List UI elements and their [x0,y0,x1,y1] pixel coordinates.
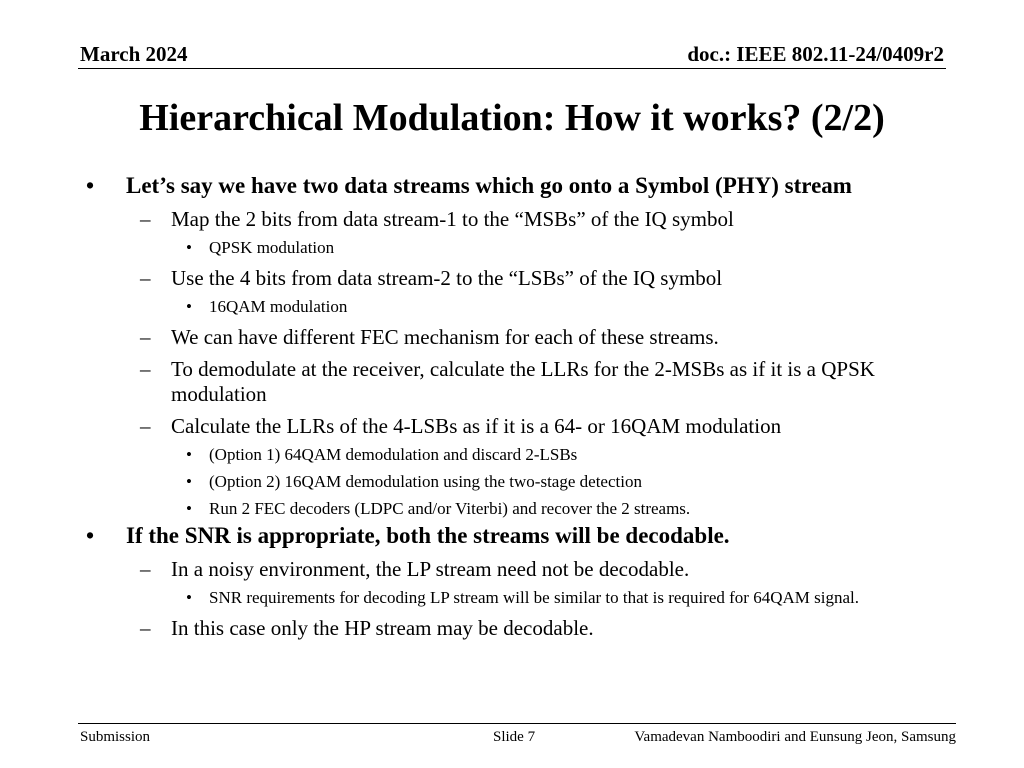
slide-content [0,170,1024,641]
bullet-dot-icon: • [186,445,192,464]
bullet-dot-icon: • [186,588,192,607]
header-date: March 2024 [80,42,188,66]
footer-submission: Submission [80,729,151,745]
bullet-dot-icon: • [186,499,192,518]
footer-divider [78,723,956,724]
sub-bullet [0,325,1024,350]
sub-bullet-text: To demodulate at the receiver, calculate the LLRs for the 2-MSBs as if it is a QPSK modulation [171,357,875,406]
sub-bullet-text: Map the 2 bits from data stream-1 to the “MSBs” of the IQ symbol [171,207,734,231]
bullet-dot-icon: • [186,297,192,316]
sub-bullet-text: In this case only the HP stream may be decodable. [171,616,594,640]
bullet-2 [0,522,1024,550]
sub-bullet [0,414,1024,439]
dash-icon: – [140,557,151,581]
sub-sub-bullet [0,237,1024,259]
sub-sub-bullet [0,471,1024,493]
dash-icon: – [140,357,151,381]
sub-sub-bullet-text: Run 2 FEC decoders (LDPC and/or Viterbi) and recover the 2 streams. [209,499,691,518]
sub-sub-bullet [0,296,1024,318]
slide-title: Hierarchical Modulation: How it works? (2/2) [139,97,885,139]
bullet-1 [0,172,1024,200]
sub-bullet-text: Calculate the LLRs of the 4-LSBs as if it is a 64- or 16QAM modulation [171,414,782,438]
bullet-dot-icon: • [86,523,95,548]
dash-icon: – [140,266,151,290]
header-doc-id: doc.: IEEE 802.11-24/0409r2 [687,42,944,66]
dash-icon: – [140,207,151,231]
sub-sub-bullet-text: 16QAM modulation [209,297,348,316]
footer-slide-number: Slide 7 [493,729,536,745]
sub-sub-bullet [0,498,1024,520]
dash-icon: – [140,414,151,438]
sub-sub-bullet [0,587,1024,609]
sub-bullet [0,207,1024,232]
header-divider [78,68,946,69]
sub-sub-bullet [0,444,1024,466]
sub-bullet [0,616,1024,641]
sub-sub-bullet-text: QPSK modulation [209,238,335,257]
bullet-dot-icon: • [86,173,95,198]
sub-sub-bullet-text: (Option 1) 64QAM demodulation and discard 2-LSBs [209,445,578,464]
sub-bullet-text: In a noisy environment, the LP stream need not be decodable. [171,557,690,581]
bullet-dot-icon: • [186,238,192,257]
sub-bullet [0,266,1024,291]
sub-bullet-text: Use the 4 bits from data stream-2 to the “LSBs” of the IQ symbol [171,266,723,290]
sub-bullet-text: We can have different FEC mechanism for each of these streams. [171,325,719,349]
sub-bullet [0,557,1024,582]
footer-authors: Vamadevan Namboodiri and Eunsung Jeon, Samsung [634,729,956,745]
bullet-dot-icon: • [186,472,192,491]
dash-icon: – [140,325,151,349]
sub-sub-bullet-text: SNR requirements for decoding LP stream will be similar to that is required for 64QAM signal. [209,588,859,607]
dash-icon: – [140,616,151,640]
bullet-text: If the SNR is appropriate, both the streams will be decodable. [126,523,730,548]
sub-bullet [0,357,1024,407]
bullet-text: Let’s say we have two data streams which go onto a Symbol (PHY) stream [126,173,852,198]
sub-sub-bullet-text: (Option 2) 16QAM demodulation using the two-stage detection [209,472,642,491]
